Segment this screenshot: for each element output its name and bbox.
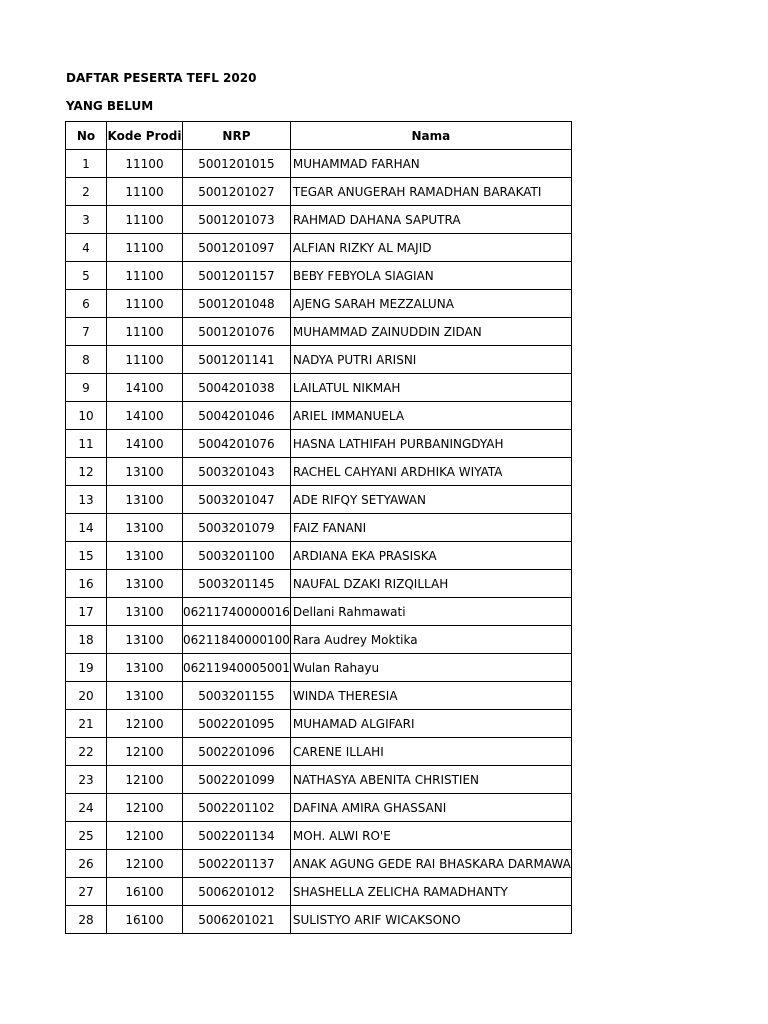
cell-kode-prodi: 11100 — [107, 262, 183, 290]
table-row — [66, 402, 572, 430]
cell-kode-prodi: 11100 — [107, 206, 183, 234]
cell-nrp: 06211840000100 — [183, 626, 291, 654]
table-row — [66, 150, 572, 178]
table-row — [66, 514, 572, 542]
cell-nrp: 5001201073 — [183, 206, 291, 234]
cell-kode-prodi: 16100 — [107, 906, 183, 934]
table-row — [66, 486, 572, 514]
cell-no: 18 — [66, 626, 107, 654]
cell-kode-prodi: 13100 — [107, 654, 183, 682]
table-row — [66, 346, 572, 374]
header-nama: Nama — [290, 122, 571, 150]
cell-kode-prodi: 11100 — [107, 150, 183, 178]
table-row — [66, 850, 572, 878]
cell-nama: TEGAR ANUGERAH RAMADHAN BARAKATI — [290, 178, 571, 206]
cell-nrp: 5006201021 — [183, 906, 291, 934]
cell-no: 8 — [66, 346, 107, 374]
cell-nama: Rara Audrey Moktika — [290, 626, 571, 654]
cell-nama: BEBY FEBYOLA SIAGIAN — [290, 262, 571, 290]
cell-kode-prodi: 11100 — [107, 346, 183, 374]
header-nrp: NRP — [183, 122, 291, 150]
cell-nama: NATHASYA ABENITA CHRISTIEN — [290, 766, 571, 794]
cell-no: 28 — [66, 906, 107, 934]
cell-kode-prodi: 16100 — [107, 878, 183, 906]
cell-nrp: 5004201076 — [183, 430, 291, 458]
table-row — [66, 542, 572, 570]
cell-nrp: 5001201027 — [183, 178, 291, 206]
cell-nama: SHASHELLA ZELICHA RAMADHANTY — [290, 878, 571, 906]
cell-no: 9 — [66, 374, 107, 402]
cell-nrp: 5002201096 — [183, 738, 291, 766]
cell-no: 24 — [66, 794, 107, 822]
table-row — [66, 682, 572, 710]
cell-nama: MUHAMMAD FARHAN — [290, 150, 571, 178]
participant-table — [65, 121, 572, 934]
cell-nama: WINDA THERESIA — [290, 682, 571, 710]
table-row — [66, 570, 572, 598]
cell-nrp: 5004201046 — [183, 402, 291, 430]
header-kode-prodi: Kode Prodi — [107, 122, 183, 150]
cell-nrp: 5002201099 — [183, 766, 291, 794]
cell-no: 19 — [66, 654, 107, 682]
document-subtitle: YANG BELUM — [66, 99, 154, 113]
cell-nrp: 5004201038 — [183, 374, 291, 402]
cell-nama: NADYA PUTRI ARISNI — [290, 346, 571, 374]
cell-nama: ALFIAN RIZKY AL MAJID — [290, 234, 571, 262]
table-row — [66, 178, 572, 206]
cell-kode-prodi: 12100 — [107, 850, 183, 878]
cell-no: 5 — [66, 262, 107, 290]
table-row — [66, 822, 572, 850]
cell-no: 26 — [66, 850, 107, 878]
table-row — [66, 290, 572, 318]
cell-no: 4 — [66, 234, 107, 262]
cell-kode-prodi: 13100 — [107, 682, 183, 710]
cell-kode-prodi: 11100 — [107, 318, 183, 346]
table-row — [66, 318, 572, 346]
cell-kode-prodi: 14100 — [107, 402, 183, 430]
table-row — [66, 430, 572, 458]
cell-nrp: 06211740000016 — [183, 598, 291, 626]
cell-nama: MUHAMMAD ZAINUDDIN ZIDAN — [290, 318, 571, 346]
cell-nama: Dellani Rahmawati — [290, 598, 571, 626]
table-row — [66, 906, 572, 934]
cell-nama: LAILATUL NIKMAH — [290, 374, 571, 402]
cell-nama: FAIZ FANANI — [290, 514, 571, 542]
cell-kode-prodi: 12100 — [107, 738, 183, 766]
cell-nrp: 5003201100 — [183, 542, 291, 570]
cell-nrp: 5003201145 — [183, 570, 291, 598]
table-header-row — [66, 122, 572, 150]
table-row — [66, 794, 572, 822]
cell-nrp: 5001201141 — [183, 346, 291, 374]
table-row — [66, 262, 572, 290]
table-row — [66, 234, 572, 262]
table-row — [66, 626, 572, 654]
cell-nama: HASNA LATHIFAH PURBANINGDYAH — [290, 430, 571, 458]
cell-nrp: 5003201155 — [183, 682, 291, 710]
cell-nrp: 06211940005001 — [183, 654, 291, 682]
table-row — [66, 766, 572, 794]
cell-nrp: 5001201076 — [183, 318, 291, 346]
document-title: DAFTAR PESERTA TEFL 2020 — [66, 71, 257, 85]
cell-kode-prodi: 14100 — [107, 374, 183, 402]
cell-nama: ANAK AGUNG GEDE RAI BHASKARA DARMAWA — [290, 850, 571, 878]
cell-nrp: 5002201102 — [183, 794, 291, 822]
cell-no: 12 — [66, 458, 107, 486]
table-row — [66, 738, 572, 766]
cell-nama: Wulan Rahayu — [290, 654, 571, 682]
cell-kode-prodi: 12100 — [107, 822, 183, 850]
cell-nrp: 5001201097 — [183, 234, 291, 262]
cell-nama: DAFINA AMIRA GHASSANI — [290, 794, 571, 822]
cell-nama: ADE RIFQY SETYAWAN — [290, 486, 571, 514]
cell-no: 6 — [66, 290, 107, 318]
cell-nama: AJENG SARAH MEZZALUNA — [290, 290, 571, 318]
table-row — [66, 654, 572, 682]
cell-nrp: 5003201043 — [183, 458, 291, 486]
cell-kode-prodi: 12100 — [107, 766, 183, 794]
cell-kode-prodi: 13100 — [107, 598, 183, 626]
cell-no: 17 — [66, 598, 107, 626]
cell-nama: RAHMAD DAHANA SAPUTRA — [290, 206, 571, 234]
cell-no: 20 — [66, 682, 107, 710]
cell-no: 25 — [66, 822, 107, 850]
cell-no: 27 — [66, 878, 107, 906]
cell-no: 21 — [66, 710, 107, 738]
header-no: No — [66, 122, 107, 150]
cell-no: 1 — [66, 150, 107, 178]
cell-no: 22 — [66, 738, 107, 766]
table-row — [66, 878, 572, 906]
cell-no: 3 — [66, 206, 107, 234]
cell-no: 13 — [66, 486, 107, 514]
cell-kode-prodi: 11100 — [107, 178, 183, 206]
cell-nrp: 5001201015 — [183, 150, 291, 178]
cell-nrp: 5002201134 — [183, 822, 291, 850]
table-row — [66, 598, 572, 626]
cell-kode-prodi: 14100 — [107, 430, 183, 458]
cell-kode-prodi: 13100 — [107, 458, 183, 486]
cell-kode-prodi: 11100 — [107, 290, 183, 318]
cell-nama: RACHEL CAHYANI ARDHIKA WIYATA — [290, 458, 571, 486]
cell-no: 11 — [66, 430, 107, 458]
cell-kode-prodi: 13100 — [107, 542, 183, 570]
cell-nrp: 5003201079 — [183, 514, 291, 542]
cell-kode-prodi: 12100 — [107, 794, 183, 822]
cell-nama: CARENE ILLAHI — [290, 738, 571, 766]
cell-kode-prodi: 13100 — [107, 626, 183, 654]
cell-nrp: 5001201048 — [183, 290, 291, 318]
cell-nrp: 5002201137 — [183, 850, 291, 878]
cell-nrp: 5002201095 — [183, 710, 291, 738]
table-row — [66, 374, 572, 402]
cell-no: 15 — [66, 542, 107, 570]
cell-nrp: 5006201012 — [183, 878, 291, 906]
cell-nama: SULISTYO ARIF WICAKSONO — [290, 906, 571, 934]
table-row — [66, 458, 572, 486]
cell-nrp: 5001201157 — [183, 262, 291, 290]
cell-no: 10 — [66, 402, 107, 430]
cell-kode-prodi: 13100 — [107, 570, 183, 598]
cell-nama: MUHAMAD ALGIFARI — [290, 710, 571, 738]
cell-nama: MOH. ALWI RO'E — [290, 822, 571, 850]
cell-no: 16 — [66, 570, 107, 598]
cell-nama: NAUFAL DZAKI RIZQILLAH — [290, 570, 571, 598]
cell-no: 14 — [66, 514, 107, 542]
table-body — [66, 150, 572, 934]
cell-kode-prodi: 12100 — [107, 710, 183, 738]
cell-nama: ARDIANA EKA PRASISKA — [290, 542, 571, 570]
cell-no: 2 — [66, 178, 107, 206]
table-row — [66, 710, 572, 738]
cell-kode-prodi: 11100 — [107, 234, 183, 262]
cell-nrp: 5003201047 — [183, 486, 291, 514]
cell-no: 7 — [66, 318, 107, 346]
cell-kode-prodi: 13100 — [107, 514, 183, 542]
table-row — [66, 206, 572, 234]
cell-kode-prodi: 13100 — [107, 486, 183, 514]
cell-nama: ARIEL IMMANUELA — [290, 402, 571, 430]
cell-no: 23 — [66, 766, 107, 794]
